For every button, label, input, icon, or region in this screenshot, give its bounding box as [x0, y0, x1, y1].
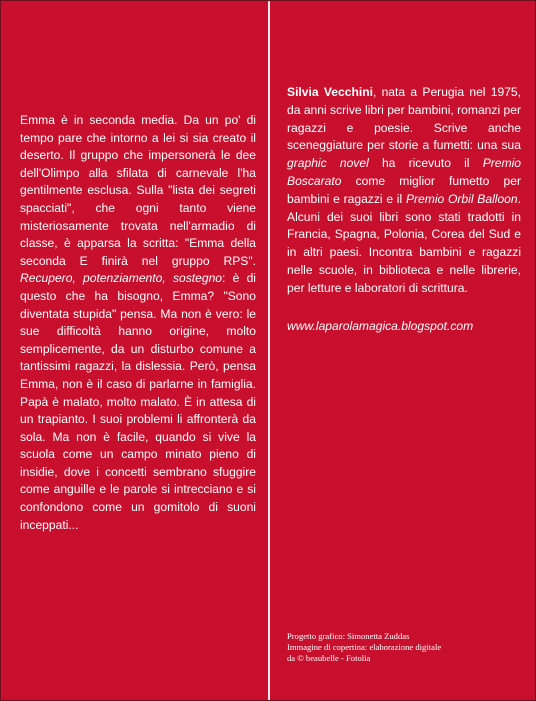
author-bio-part-3: come miglior fumetto per bambini e ragazzi e il: [287, 173, 521, 206]
author-bio-italic-3: Premio Orbil Balloon: [405, 191, 518, 206]
author-bio-part-4: . Alcuni dei suoi libri sono stati tradotti in Francia, Spagna, Polonia, Corea del Sud e in altri paesi. Incontra bambini e ragazzi nelle scuole, in biblioteca e nelle librerie, per letture e laboratori di scrittura.: [287, 191, 522, 295]
center-divider: [268, 1, 270, 701]
synopsis-part-2: : è di questo che ha bisogno, Emma? "Sono diventata stupida" pensa. Ma non è vero: le sue difficoltà hanno origine, molto semplicemente, da un disturbo comune a tantissimi ragazzi, la dislessia. Però, pensa Emma, non è il caso di parlarne in famiglia. Papà è malato, molto malato. È in attesa di un trapianto. I suoi problemi li affronterà da sola. Ma non è facile, quando si vive la scuola come un campo minato pieno di insidie, dove i concetti sembrano sfuggire come anguille e le parole si intrecciano e si confondono come un gomitolo di suoni inceppati...: [20, 271, 256, 532]
author-bio-part-1: , nata a Perugia nel 1975, da anni scrive libri per bambini, romanzi per ragazzi e poesie. Scrive anche sceneggiature per storie a fumetti: una sua: [287, 85, 522, 153]
credits-block: [287, 631, 523, 663]
author-bio-italic-1: graphic novel: [287, 156, 369, 171]
author-bio-part-2: ha ricevuto il: [368, 156, 483, 171]
author-bio: [287, 84, 521, 298]
website-link[interactable]: www.laparolamagica.blogspot.com: [287, 319, 474, 333]
synopsis-italic: Recupero, potenziamento, sostegno: [20, 271, 223, 286]
credits-line-1: Progetto grafico: Simonetta Zuddas: [287, 631, 410, 641]
synopsis-text: [20, 112, 256, 534]
synopsis-part-1: Emma è in seconda media. Da un po' di tempo pare che intorno a lei si sia creato il deserto. Il gruppo che impersonerà le dee dell'Olimpo alla sfilata di carnevale l'ha gentilmente esclusa. Sulla "lista dei segreti spacciati", che ogni tanto viene misteriosamente trovata nell'armadio di classe, è apparsa la scritta: "Emma della seconda E finirà nel gruppo RPS".: [20, 113, 256, 268]
author-bio-italic-2: Premio Boscarato: [287, 156, 521, 188]
credits-line-3: da © beaubelle - Fotolia: [287, 652, 371, 663]
author-name: Silvia Vecchini: [287, 85, 373, 99]
credits-line-2: Immagine di copertina: elaborazione digitale: [287, 641, 442, 652]
